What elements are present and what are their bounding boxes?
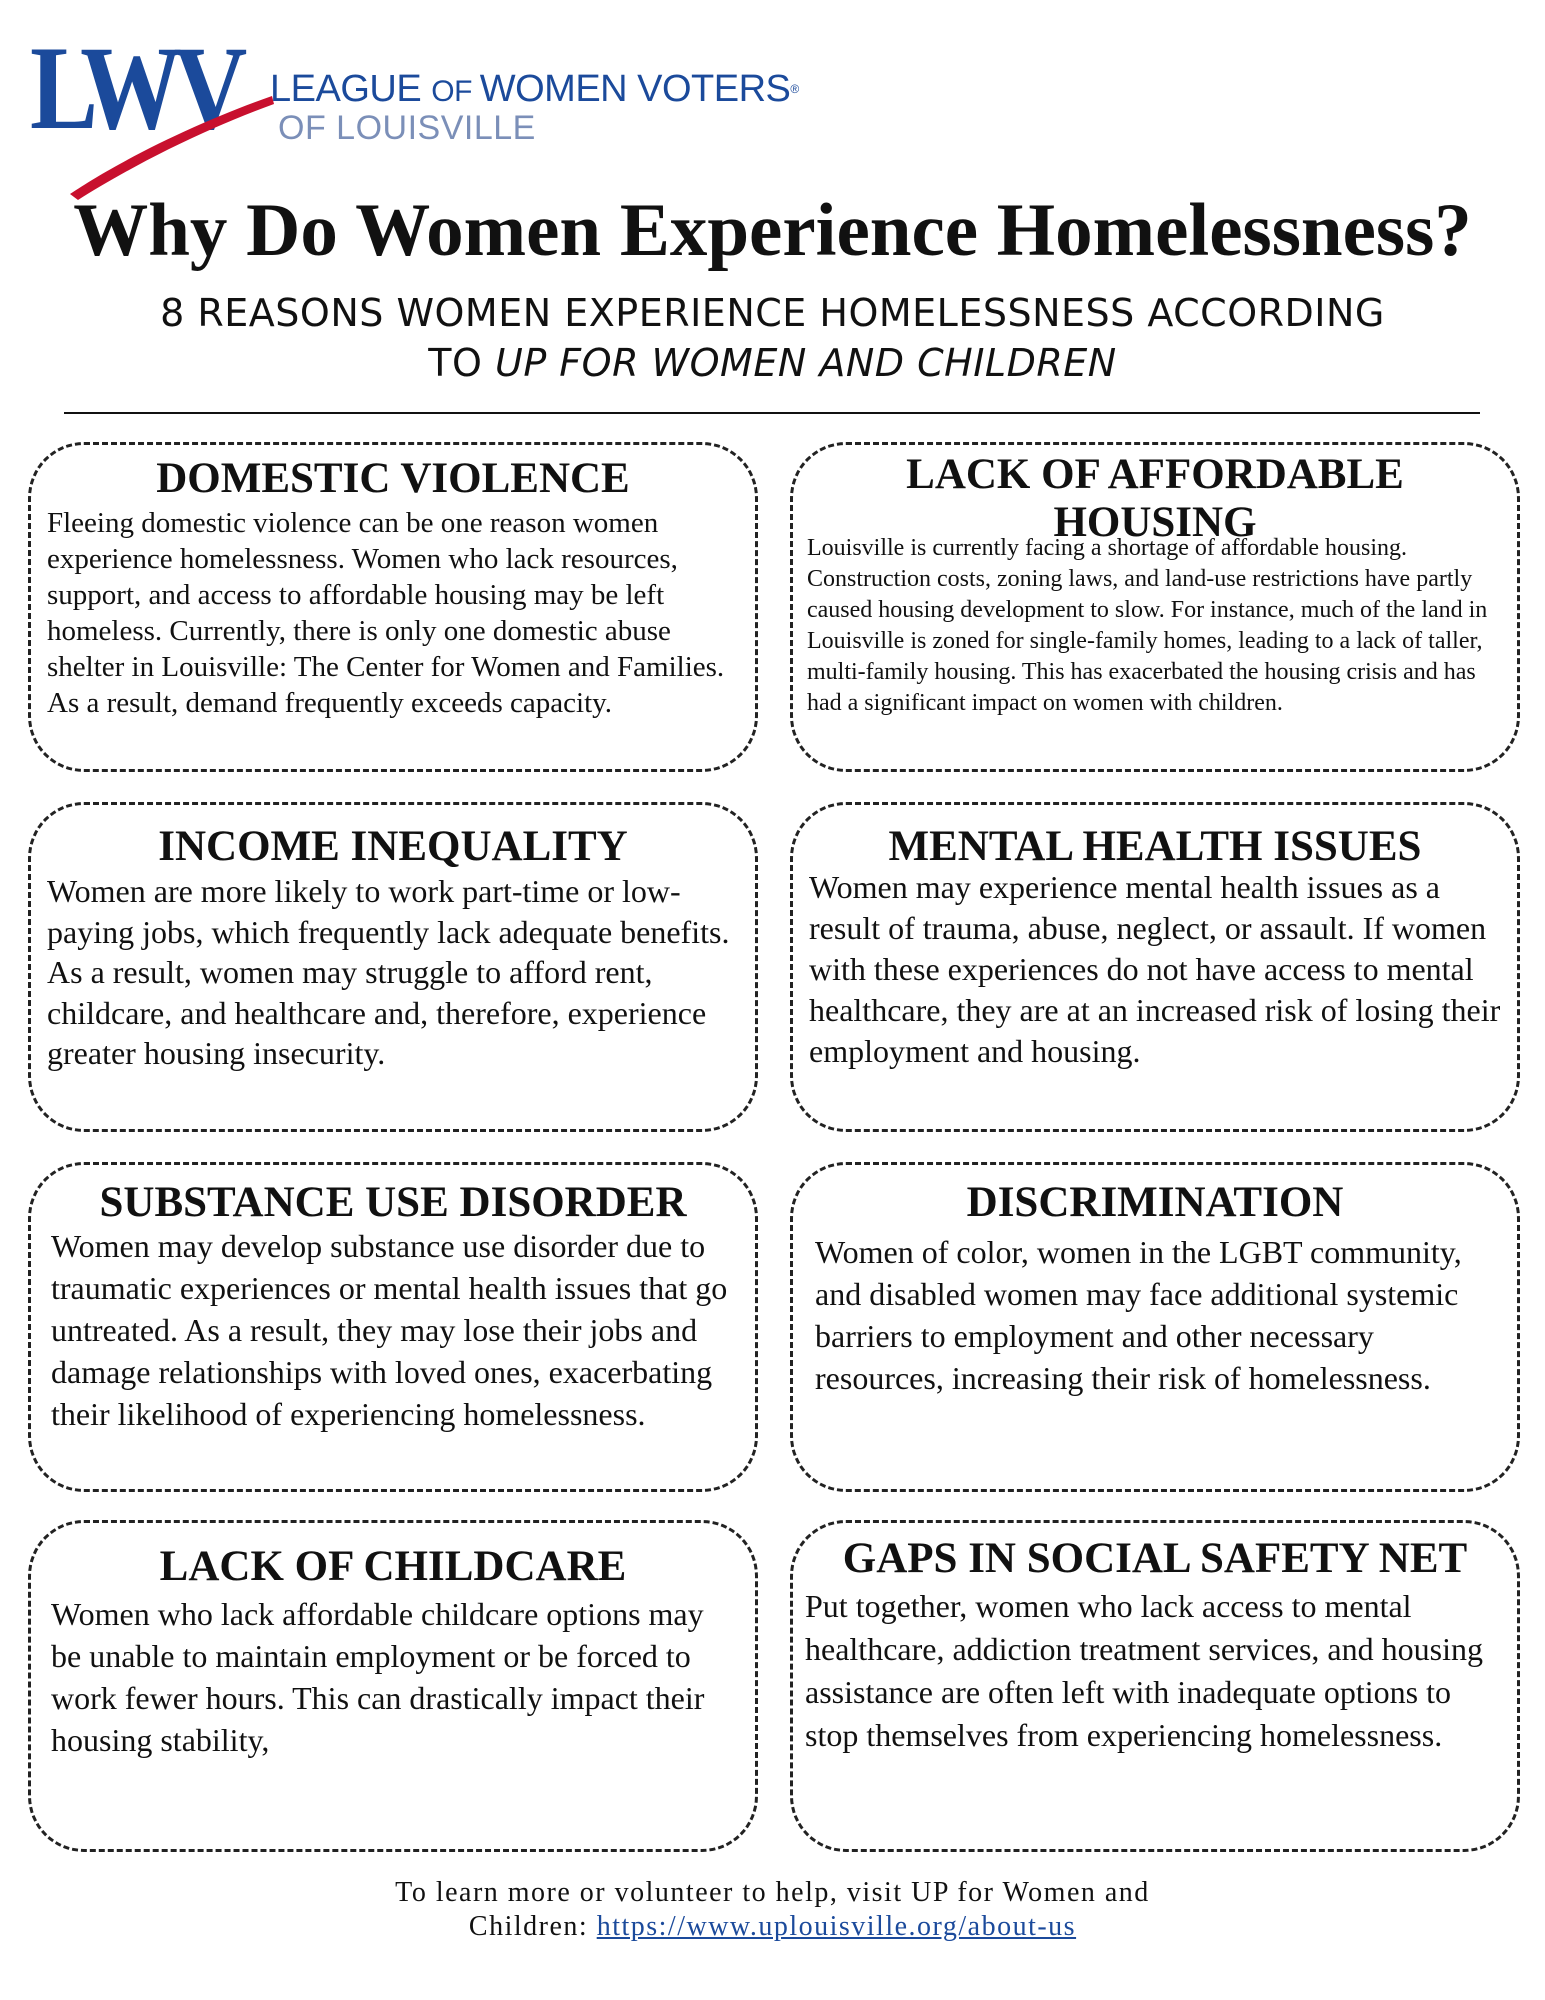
lwv-logo-mark [30,21,260,188]
subtitle-line-2 [60,338,1485,388]
card-heading: INCOME INEQUALITY [158,823,628,870]
subtitle-line-2-prefix: TO [428,341,495,385]
organization-logo [30,21,830,188]
card-body: Women who lack affordable childcare options may be unable to maintain employment or be forced to work fewer hours. This can drastically impact their housing stability, [51,1596,705,1758]
card-childcare [28,1520,758,1852]
card-heading: LACK OF CHILDCARE [159,1543,627,1590]
footer-line-1: To learn more or volunteer to help, visit UP for Women and [395,1877,1150,1908]
card-income-inequality [28,802,758,1132]
page-title: Why Do Women Experience Homelessness? [73,189,1472,272]
card-discrimination [790,1162,1520,1492]
logo-name-of: OF [431,75,480,108]
logo-org-name [270,68,799,113]
page-subtitle [60,288,1485,388]
footer-line-2-prefix: Children: [468,1911,597,1942]
card-heading: DISCRIMINATION [966,1179,1344,1226]
card-body: Louisville is currently facing a shortage of affordable housing. Construction costs, zoning laws, and land-use restrictions have partly caused housing development to slow. For instance, much of the land in Louisville is zoned for single-family homes, leading to a lack of taller, multi-family housing. This has exacerbated the housing crisis and has had a significant impact on women with children. [807,535,1488,716]
logo-name-league: LEAGUE [270,68,432,110]
logo-name-women-voters: WOMEN VOTERS [479,68,791,110]
card-domestic-violence [28,442,758,772]
subtitle-org-name: UP FOR WOMEN AND CHILDREN [495,341,1117,385]
card-substance-use [28,1162,758,1492]
card-heading: MENTAL HEALTH ISSUES [888,823,1422,870]
footer-line-2 [0,1910,1545,1944]
card-heading: LACK OF AFFORDABLE HOUSING [906,451,1404,546]
card-body: Women may experience mental health issues as a result of trauma, abuse, neglect, or assault. If women with these experiences do not have access to mental healthcare, they are at an increased risk of losing their employment and housing. [809,869,1501,1069]
card-heading: DOMESTIC VIOLENCE [156,455,630,502]
card-body: Women of color, women in the LGBT community, and disabled women may face additional systemic barriers to employment and other necessary resources, increasing their risk of homelessness. [815,1234,1462,1396]
lwv-logo-letters: LWV [30,21,239,154]
card-body: Women may develop substance use disorder due to traumatic experiences or mental health issues that go untreated. As a result, they may lose their jobs and damage relationships with loved ones, exacerbating their likelihood of experiencing homelessness. [51,1228,728,1432]
card-affordable-housing [790,442,1520,772]
card-body: Put together, women who lack access to mental healthcare, addiction treatment services, and housing assistance are often left with inadequate options to stop themselves from experiencing homelessness. [805,1588,1483,1753]
subtitle-line-1: 8 REASONS WOMEN EXPERIENCE HOMELESSNESS ACCORDING [160,291,1385,335]
card-mental-health [790,802,1520,1132]
card-body: Women are more likely to work part-time or low-paying jobs, which frequently lack adequate benefits. As a result, women may struggle to afford rent, childcare, and healthcare and, therefore, experience greater housing insecurity. [47,873,730,1071]
logo-org-location: OF LOUISVILLE [278,109,536,147]
red-swoosh-icon [66,90,276,200]
card-heading: SUBSTANCE USE DISORDER [99,1179,687,1226]
card-safety-net [790,1520,1520,1852]
footer [0,1876,1545,1944]
registered-mark: ® [790,82,799,96]
card-heading: GAPS IN SOCIAL SAFETY NET [842,1535,1468,1582]
card-body: Fleeing domestic violence can be one reason women experience homelessness. Women who lack resources, support, and access to affordable housing may be left homeless. Currently, there is only one domestic abuse shelter in Louisville: The Center for Women and Families. As a result, demand frequently exceeds capacity. [47,507,725,719]
footer-link[interactable]: https://www.uplouisville.org/about-us [596,1911,1077,1942]
title-divider [64,412,1480,414]
